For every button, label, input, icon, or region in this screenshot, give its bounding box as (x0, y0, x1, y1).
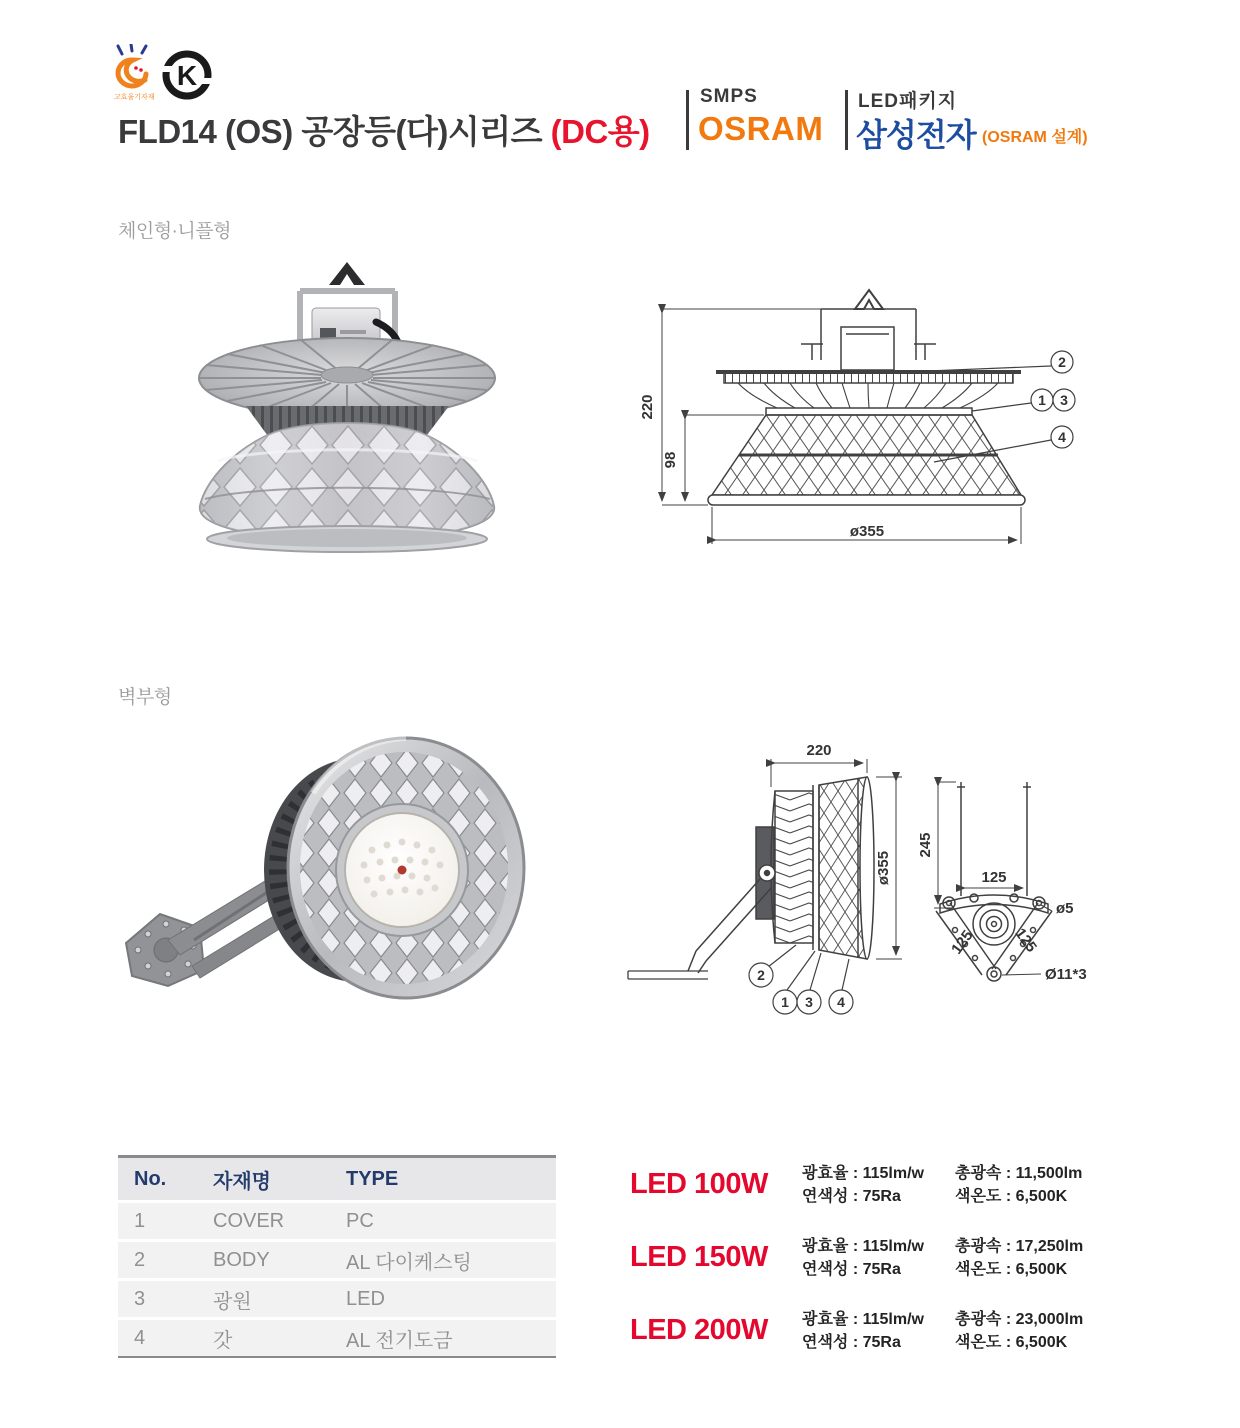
spec-flux-cct (955, 1162, 1082, 1208)
col-header-type: TYPE (346, 1167, 399, 1190)
svg-text:98: 98 (662, 451, 679, 469)
product-photo-wall-type (108, 718, 543, 1023)
table-row (118, 1242, 556, 1278)
spec-cct: 색온도 : 6,500K (955, 1334, 1068, 1351)
spec-flux-cct (955, 1235, 1083, 1281)
section-label-chain-nipple: 체인형·니플형 (118, 221, 231, 242)
spec-efficacy: 광효율 : 115lm/w (802, 1165, 924, 1182)
spec-efficacy-cri (802, 1308, 924, 1354)
drawing-wall-type-svg (600, 725, 1135, 1050)
svg-text:125: 125 (948, 927, 977, 958)
spec-cri: 연색성 : 75Ra (802, 1334, 901, 1351)
led-package-note: (OSRAM 설계) (982, 129, 1088, 146)
svg-text:220: 220 (806, 742, 832, 759)
svg-text:245: 245 (917, 832, 934, 858)
led-center-mark (398, 866, 407, 875)
svg-text:1: 1 (781, 994, 789, 1010)
led-package-label: LED패키지 (858, 91, 958, 112)
svg-text:220: 220 (639, 394, 656, 420)
drawing-chain-type-svg (638, 282, 1133, 582)
page-title-highlight: (DC용) (550, 113, 650, 150)
spec-efficacy: 광효율 : 115lm/w (802, 1238, 924, 1255)
cell-material: 갓 (213, 1329, 233, 1352)
smps-brand-osram: OSRAM (698, 110, 824, 147)
cell-type: PC (346, 1209, 374, 1232)
wallmount-photo-illustration (108, 718, 543, 1018)
header-divider-1 (686, 90, 689, 150)
e-mark-caption: 고효율기자재 (114, 94, 155, 101)
svg-text:Ø11*3: Ø11*3 (1045, 966, 1087, 983)
svg-text:2: 2 (1058, 354, 1066, 370)
cell-type: AL 전기도금 (346, 1329, 453, 1352)
spec-model-label: LED 100W (630, 1168, 768, 1200)
drawing-chain-type (638, 282, 1133, 587)
cell-no: 4 (134, 1326, 146, 1349)
spec-flux: 총광속 : 11,500lm (955, 1165, 1083, 1182)
spec-cct: 색온도 : 6,500K (955, 1261, 1068, 1278)
hanger-hook (329, 262, 365, 285)
spec-flux-cct (955, 1308, 1083, 1354)
svg-text:3: 3 (1060, 392, 1068, 408)
page-title-main: FLD14 (OS) 공장등(다)시리즈 (118, 113, 551, 150)
page-title (118, 106, 650, 153)
svg-text:125: 125 (1011, 925, 1040, 956)
parts-table-header (118, 1158, 556, 1200)
ks-mark-icon (162, 50, 212, 100)
drawing-wall-type (600, 725, 1135, 1055)
table-row (118, 1203, 556, 1239)
spec-efficacy-cri (802, 1235, 924, 1281)
led-package-brand: 삼성전자 (856, 117, 976, 153)
spec-row-led-150w (630, 1233, 1110, 1281)
svg-text:125: 125 (981, 869, 1007, 886)
svg-text:ø355: ø355 (875, 850, 892, 886)
spec-flux: 총광속 : 17,250lm (955, 1238, 1084, 1255)
col-header-material: 자재명 (213, 1170, 271, 1193)
svg-text:ø5: ø5 (1056, 900, 1074, 917)
cell-no: 3 (134, 1287, 146, 1310)
svg-text:3: 3 (805, 994, 813, 1010)
cell-type: LED (346, 1287, 385, 1310)
smps-label: SMPS (700, 86, 758, 107)
spec-flux: 총광속 : 23,000lm (955, 1311, 1084, 1328)
cell-material: BODY (213, 1248, 270, 1271)
svg-text:1: 1 (1038, 392, 1046, 408)
energy-efficiency-logo (112, 44, 160, 104)
svg-text:ø355: ø355 (849, 523, 885, 540)
spec-row-led-200w (630, 1306, 1110, 1354)
spec-cct: 색온도 : 6,500K (955, 1188, 1068, 1205)
cell-material: 광원 (213, 1290, 252, 1313)
svg-text:K: K (176, 60, 198, 91)
highbay-photo-illustration (150, 256, 545, 554)
product-photo-chain-type (150, 256, 545, 559)
ks-certification-logo (162, 50, 212, 105)
cell-no: 2 (134, 1248, 146, 1271)
spec-model-label: LED 200W (630, 1314, 768, 1346)
svg-text:4: 4 (837, 994, 845, 1010)
svg-text:4: 4 (1058, 429, 1066, 445)
header-divider-2 (845, 90, 848, 150)
spec-model-label: LED 150W (630, 1241, 768, 1273)
table-row (118, 1320, 556, 1356)
spec-cri: 연색성 : 75Ra (802, 1261, 901, 1278)
spec-cri: 연색성 : 75Ra (802, 1188, 901, 1205)
table-row (118, 1281, 556, 1317)
cell-type: AL 다이케스팅 (346, 1251, 472, 1274)
section-label-wall-mount: 벽부형 (118, 687, 172, 708)
parts-table (118, 1155, 556, 1358)
col-header-no: No. (134, 1167, 167, 1190)
cell-material: COVER (213, 1209, 285, 1232)
spec-efficacy-cri (802, 1162, 924, 1208)
svg-text:2: 2 (757, 967, 765, 983)
spec-row-led-100w (630, 1160, 1110, 1208)
spec-efficacy: 광효율 : 115lm/w (802, 1311, 924, 1328)
cell-no: 1 (134, 1209, 146, 1232)
